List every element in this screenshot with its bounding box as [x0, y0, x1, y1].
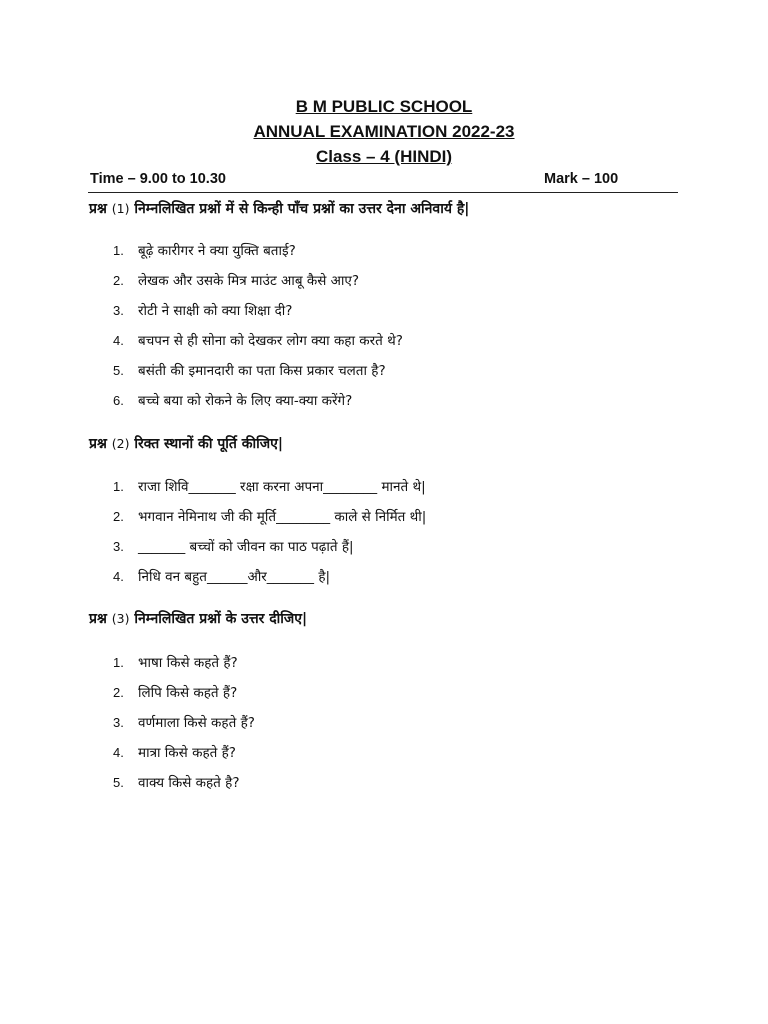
item-number: 5.: [113, 775, 124, 790]
question-prefix: प्रश्न: [89, 201, 107, 217]
item-text: बूढ़े कारीगर ने क्या युक्ति बताई?: [138, 243, 296, 259]
header-divider: [88, 192, 678, 193]
exam-time: Time – 9.00 to 10.30: [90, 171, 226, 187]
question-instruction: निम्नलिखित प्रश्नों के उत्तर दीजिए|: [134, 611, 308, 627]
item-number: 4.: [113, 569, 124, 584]
item-text: निधि वन बहुत______और_______ है|: [138, 569, 331, 585]
item-number: 3.: [113, 303, 124, 318]
item-number: 3.: [113, 715, 124, 730]
item-text: वर्णमाला किसे कहते हैं?: [138, 715, 255, 731]
question-3-heading: [89, 609, 307, 629]
item-number: 1.: [113, 655, 124, 670]
item-text: बच्चे बया को रोकने के लिए क्या-क्या करेंगे?: [138, 393, 353, 409]
item-text: रोटी ने साक्षी को क्या शिक्षा दी?: [138, 303, 293, 319]
item-text: वाक्य किसे कहते है?: [138, 775, 240, 791]
question-2-heading: [89, 434, 283, 454]
item-number: 3.: [113, 539, 124, 554]
item-text: बसंती की इमानदारी का पता किस प्रकार चलता है?: [138, 363, 386, 379]
question-number: (3): [111, 611, 130, 626]
question-number: (1): [111, 201, 130, 216]
item-text: भगवान नेमिनाथ जी की मूर्ति________ काले से निर्मित थी|: [138, 509, 427, 525]
item-text: लेखक और उसके मित्र माउंट आबू कैसे आए?: [138, 273, 360, 289]
item-number: 4.: [113, 745, 124, 760]
school-name: B M PUBLIC SCHOOL: [295, 97, 473, 116]
item-number: 5.: [113, 363, 124, 378]
question-prefix: प्रश्न: [89, 436, 107, 452]
question-number: (2): [111, 436, 130, 451]
item-number: 6.: [113, 393, 124, 408]
question-instruction: निम्नलिखित प्रश्नों में से किन्ही पाँच प्रश्नों का उत्तर देना अनिवार्य है|: [134, 201, 470, 217]
item-text: _______ बच्चों को जीवन का पाठ पढ़ाते हैं|: [138, 539, 354, 555]
class-subject: Class – 4 (HINDI): [315, 147, 453, 166]
item-number: 1.: [113, 243, 124, 258]
question-1-heading: [89, 199, 469, 219]
item-text: मात्रा किसे कहते हैं?: [138, 745, 236, 761]
item-text: राजा शिवि_______ रक्षा करना अपना________ मानते थे|: [138, 479, 426, 495]
item-number: 1.: [113, 479, 124, 494]
item-number: 2.: [113, 509, 124, 524]
question-instruction: रिक्त स्थानों की पूर्ति कीजिए|: [134, 436, 283, 452]
item-text: भाषा किसे कहते हैं?: [138, 655, 238, 671]
exam-meta: [90, 171, 678, 191]
item-text: लिपि किसे कहते हैं?: [138, 685, 238, 701]
item-number: 4.: [113, 333, 124, 348]
item-number: 2.: [113, 273, 124, 288]
exam-title: ANNUAL EXAMINATION 2022-23: [253, 122, 515, 141]
item-text: बचपन से ही सोना को देखकर लोग क्या कहा करते थे?: [138, 333, 403, 349]
item-number: 2.: [113, 685, 124, 700]
question-prefix: प्रश्न: [89, 611, 107, 627]
exam-marks: Mark – 100: [544, 171, 619, 187]
